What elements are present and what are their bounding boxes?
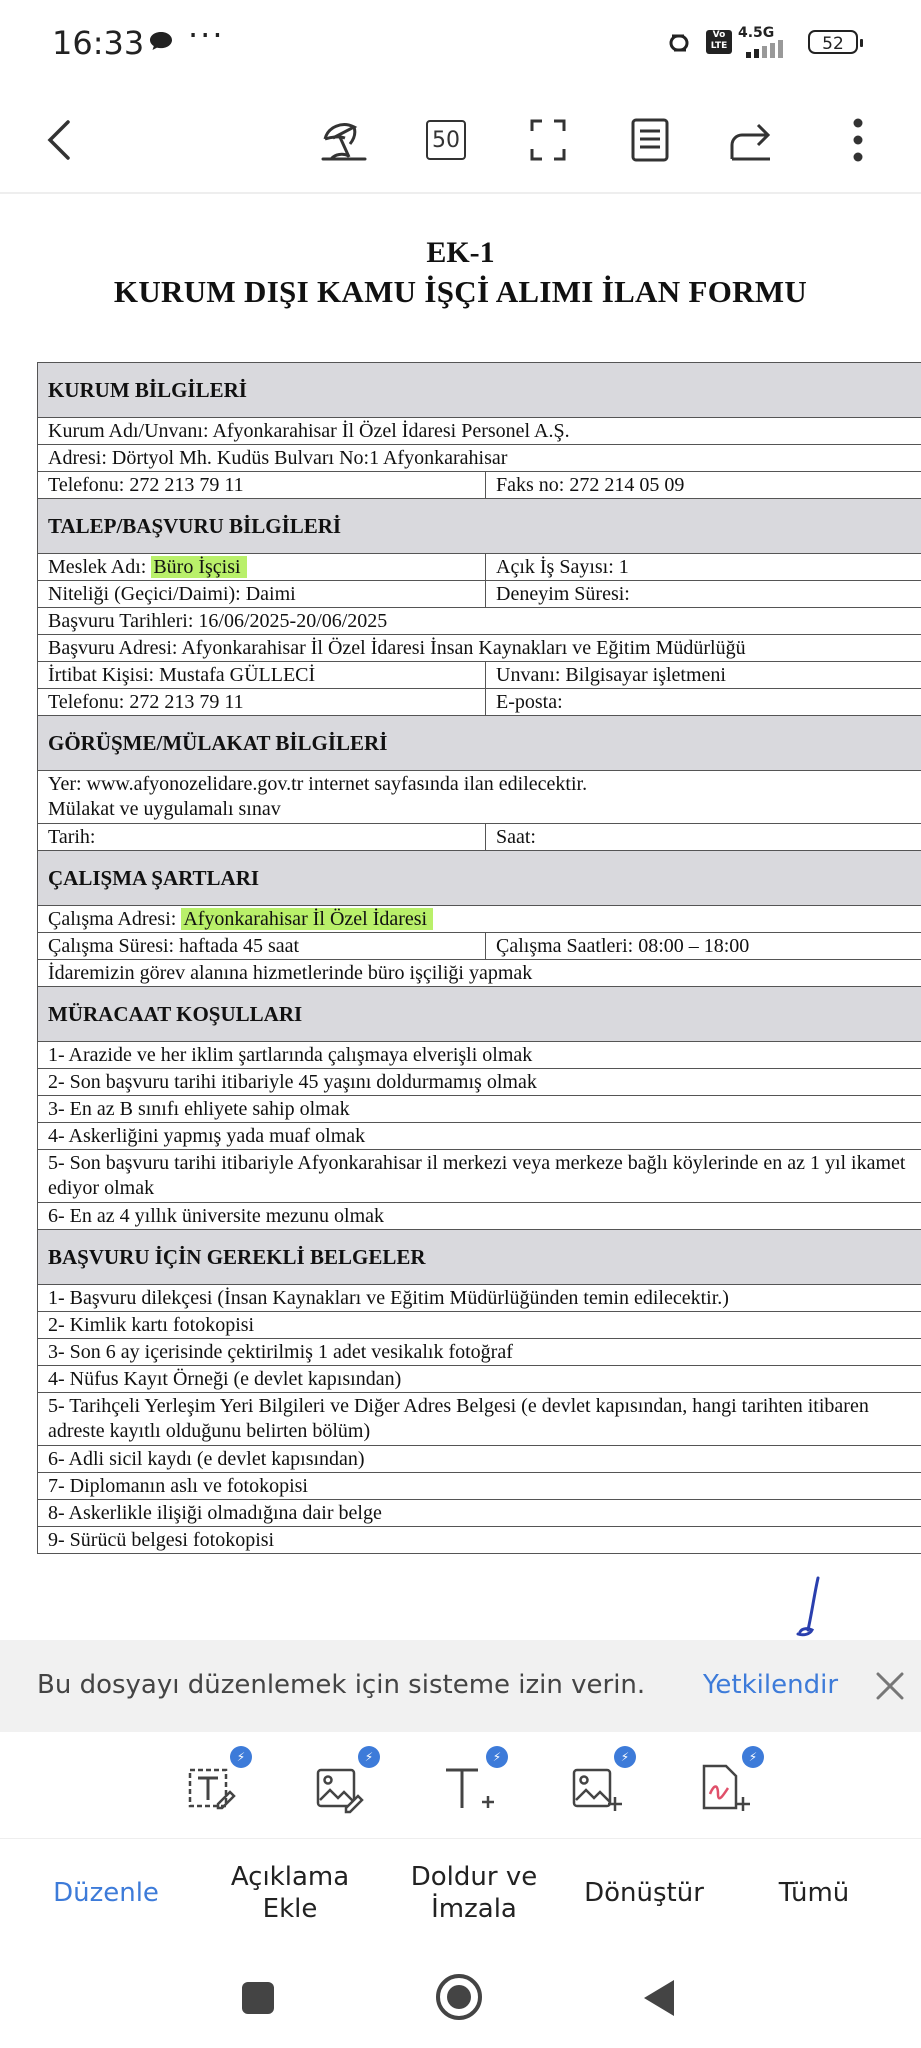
page-count: 50 bbox=[426, 120, 466, 160]
section-gorusme: GÖRÜŞME/MÜLAKAT BİLGİLERİ bbox=[38, 716, 921, 771]
muracaat-item: 6- En az 4 yıllık üniversite mezunu olmak bbox=[38, 1203, 921, 1230]
muracaat-item: 4- Askerliğini yapmış yada muaf olmak bbox=[38, 1123, 921, 1150]
authorize-button[interactable]: Yetkilendir bbox=[703, 1670, 839, 1700]
section-muracaat: MÜRACAAT KOŞULLARI bbox=[38, 987, 921, 1042]
section-calisma: ÇALIŞMA ŞARTLARI bbox=[38, 851, 921, 906]
premium-badge-icon: ⚡ bbox=[230, 1746, 252, 1768]
volte-icon: Vo LTE bbox=[706, 30, 732, 54]
tab-aciklama-ekle[interactable]: Açıklama Ekle bbox=[230, 1862, 350, 1924]
premium-badge-icon: ⚡ bbox=[358, 1746, 380, 1768]
close-icon[interactable] bbox=[870, 1666, 910, 1706]
premium-badge-icon: ⚡ bbox=[486, 1746, 508, 1768]
belge-item: 7- Diplomanın aslı ve fotokopisi bbox=[38, 1473, 921, 1500]
highlight-meslek: Büro İşçisi bbox=[151, 556, 246, 578]
kurum-adi: Kurum Adı/Unvanı: Afyonkarahisar İl Özel İdaresi Personel A.Ş. bbox=[38, 418, 921, 445]
bottom-tab-bar bbox=[0, 1838, 921, 1949]
back-button[interactable] bbox=[30, 110, 90, 170]
talep-eposta: E-posta: bbox=[486, 689, 921, 716]
chat-bubble-icon bbox=[148, 30, 174, 52]
reader-toolbar bbox=[0, 88, 921, 192]
kurum-adres: Adresi: Dörtyol Mh. Kudüs Bulvarı No:1 Afyonkarahisar bbox=[38, 445, 921, 472]
belge-item: 1- Başvuru dilekçesi (İnsan Kaynakları ve Eğitim Müdürlüğünden temin edilecektir.) bbox=[38, 1285, 921, 1312]
tab-donustur[interactable]: Dönüştür bbox=[584, 1878, 704, 1908]
status-bar bbox=[0, 0, 921, 88]
add-signature-tool[interactable] bbox=[694, 1750, 758, 1818]
fullscreen-icon bbox=[528, 117, 568, 163]
more-notifications-icon: ··· bbox=[188, 16, 225, 54]
muracaat-item: 3- En az B sınıfı ehliyete sahip olmak bbox=[38, 1096, 921, 1123]
tab-doldur-imzala[interactable]: Doldur ve İmzala bbox=[410, 1862, 538, 1924]
belge-item: 6- Adli sicil kaydı (e devlet kapısından) bbox=[38, 1446, 921, 1473]
status-time: 16:33 bbox=[52, 24, 145, 62]
talep-irtibat: İrtibat Kişisi: Mustafa GÜLLECİ bbox=[38, 662, 486, 689]
doc-annex-title: EK-1 bbox=[426, 236, 495, 269]
talep-telefon: Telefonu: 272 213 79 11 bbox=[38, 689, 486, 716]
talep-meslek: Meslek Adı: Büro İşçisi bbox=[38, 554, 486, 581]
calisma-sure: Çalışma Süresi: haftada 45 saat bbox=[38, 933, 486, 960]
back-nav-button[interactable] bbox=[640, 1976, 680, 2020]
form-table bbox=[37, 362, 921, 1554]
talep-acik-is: Açık İş Sayısı: 1 bbox=[486, 554, 921, 581]
premium-badge-icon: ⚡ bbox=[614, 1746, 636, 1768]
permission-banner bbox=[0, 1640, 921, 1732]
muracaat-item: 2- Son başvuru tarihi itibariyle 45 yaşını doldurmamış olmak bbox=[38, 1069, 921, 1096]
talep-tarihler: Başvuru Tarihleri: 16/06/2025-20/06/2025 bbox=[38, 608, 921, 635]
back-arrow-icon bbox=[44, 118, 76, 162]
edit-text-tool[interactable] bbox=[182, 1750, 246, 1818]
section-kurum: KURUM BİLGİLERİ bbox=[38, 363, 921, 418]
section-belgeler: BAŞVURU İÇİN GEREKLİ BELGELER bbox=[38, 1230, 921, 1285]
muracaat-item: 1- Arazide ve her iklim şartlarında çalışmaya elverişli olmak bbox=[38, 1042, 921, 1069]
belge-item: 5- Tarihçeli Yerleşim Yeri Bilgileri ve Diğer Adres Belgesi (e devlet kapısından, hangi tarihten itibaren adreste kayıtlı olduğunu belirten bölüm) bbox=[38, 1393, 921, 1446]
add-text-tool[interactable] bbox=[438, 1750, 502, 1818]
belge-item: 2- Kimlik kartı fotokopisi bbox=[38, 1312, 921, 1339]
belge-item: 4- Nüfus Kayıt Örneği (e devlet kapısından) bbox=[38, 1366, 921, 1393]
document-page[interactable] bbox=[0, 192, 921, 1642]
page-count-button[interactable] bbox=[416, 110, 476, 170]
calisma-saatler: Çalışma Saatleri: 08:00 – 18:00 bbox=[486, 933, 921, 960]
reading-mode-button[interactable] bbox=[314, 110, 374, 170]
hotspot-link-icon bbox=[662, 30, 696, 56]
edit-image-tool[interactable] bbox=[310, 1750, 374, 1818]
belge-item: 3- Son 6 ay içerisinde çektirilmiş 1 adet vesikalık fotoğraf bbox=[38, 1339, 921, 1366]
doc-form-title: KURUM DIŞI KAMU İŞÇİ ALIMI İLAN FORMU bbox=[113, 274, 808, 309]
page-layout-icon bbox=[630, 117, 670, 163]
talep-nitelik: Niteliği (Geçici/Daimi): Daimi bbox=[38, 581, 486, 608]
signal-icon bbox=[740, 40, 796, 58]
talep-adres: Başvuru Adresi: Afyonkarahisar İl Özel İdaresi İnsan Kaynakları ve Eğitim Müdürlüğü bbox=[38, 635, 921, 662]
permission-message: Bu dosyayı düzenlemek için sisteme izin verin. bbox=[37, 1670, 646, 1700]
tab-duzenle[interactable]: Düzenle bbox=[53, 1878, 159, 1908]
tab-tumu[interactable]: Tümü bbox=[778, 1878, 850, 1908]
calisma-adres: Çalışma Adresi: Afyonkarahisar İl Özel İdaresi bbox=[38, 906, 921, 933]
belge-item: 8- Askerlikle ilişiği olmadığına dair belge bbox=[38, 1500, 921, 1527]
calisma-gorev: İdaremizin görev alanına hizmetlerinde büro işçiliği yapmak bbox=[38, 960, 921, 987]
page-view-button[interactable] bbox=[620, 110, 680, 170]
fullscreen-button[interactable] bbox=[518, 110, 578, 170]
edit-tools-row bbox=[0, 1732, 921, 1838]
battery-indicator: 52 bbox=[808, 30, 858, 54]
gorusme-saat: Saat: bbox=[486, 824, 921, 851]
add-image-tool[interactable] bbox=[566, 1750, 630, 1818]
recents-button[interactable] bbox=[240, 1980, 276, 2016]
section-talep: TALEP/BAŞVURU BİLGİLERİ bbox=[38, 499, 921, 554]
share-icon bbox=[728, 117, 776, 163]
kurum-faks: Faks no: 272 214 05 09 bbox=[486, 472, 921, 499]
belge-item: 9- Sürücü belgesi fotokopisi bbox=[38, 1527, 921, 1554]
beach-umbrella-icon bbox=[317, 113, 371, 167]
gorusme-yer: Yer: www.afyonozelidare.gov.tr internet sayfasında ilan edilecektir. Mülakat ve uygulamalı sınav bbox=[38, 771, 921, 824]
kurum-telefon: Telefonu: 272 213 79 11 bbox=[38, 472, 486, 499]
share-button[interactable] bbox=[722, 110, 782, 170]
kebab-menu-icon bbox=[852, 117, 864, 163]
home-button[interactable] bbox=[434, 1972, 484, 2022]
signature-mark bbox=[790, 1574, 830, 1642]
network-type: 4.5G bbox=[738, 25, 775, 41]
more-options-button[interactable] bbox=[828, 110, 888, 170]
premium-badge-icon: ⚡ bbox=[742, 1746, 764, 1768]
talep-unvan: Unvanı: Bilgisayar işletmeni bbox=[486, 662, 921, 689]
highlight-calisma-adres: Afyonkarahisar İl Özel İdaresi bbox=[181, 908, 433, 930]
muracaat-item: 5- Son başvuru tarihi itibariyle Afyonkarahisar il merkezi veya merkeze bağlı köylerinde en az 1 yıl ikamet ediyor olmak bbox=[38, 1150, 921, 1203]
system-nav-bar bbox=[0, 1948, 921, 2048]
talep-deneyim: Deneyim Süresi: bbox=[486, 581, 921, 608]
gorusme-tarih: Tarih: bbox=[38, 824, 486, 851]
